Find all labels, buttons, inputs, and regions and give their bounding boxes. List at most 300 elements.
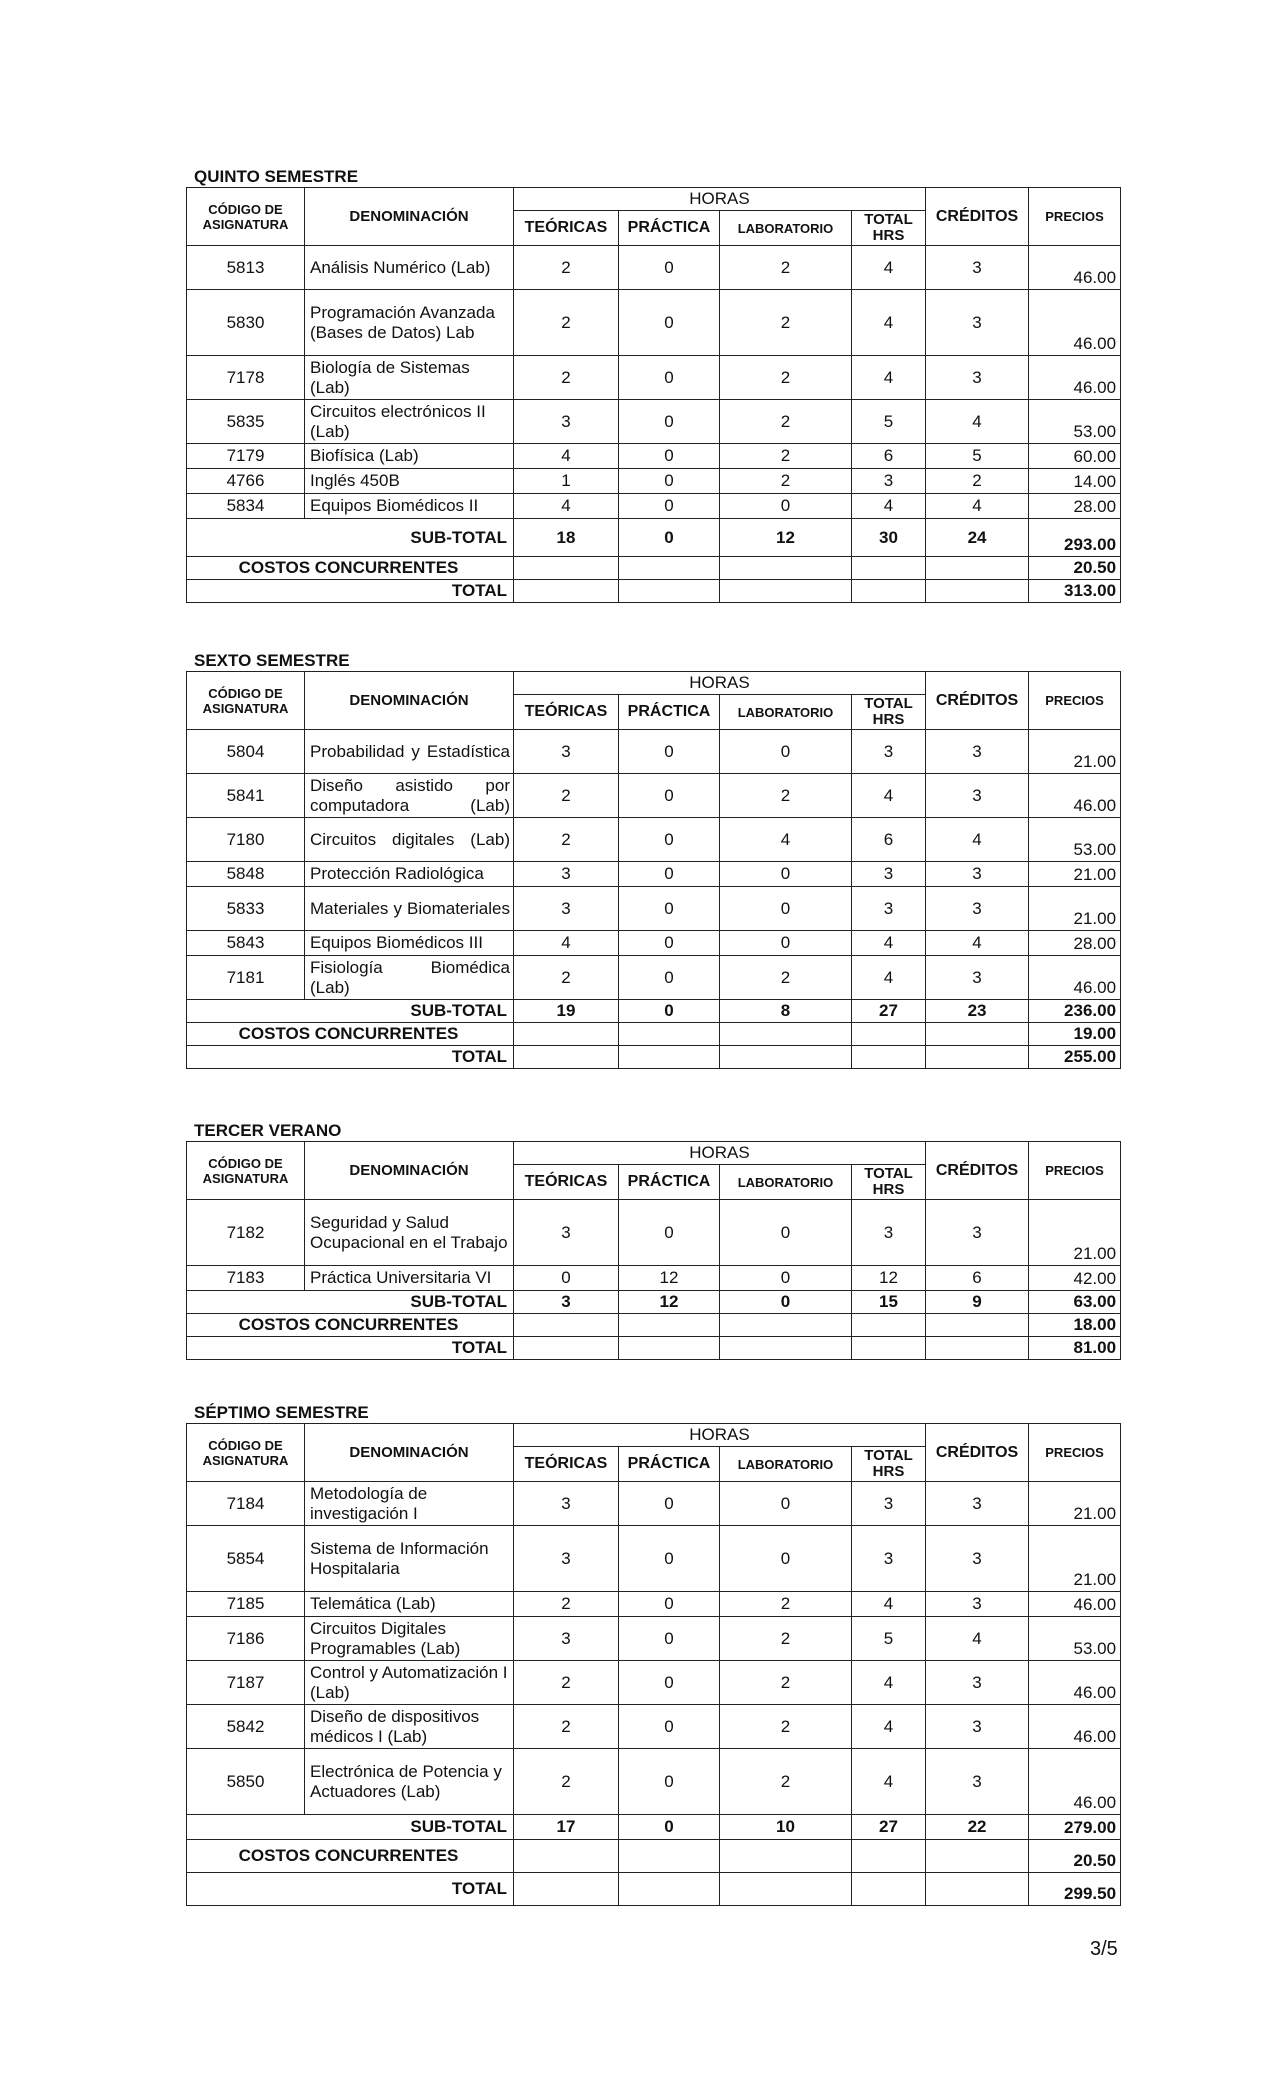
subtotal-row [187,1815,1121,1840]
total-price: 313.00 [1029,580,1121,603]
hours-teoricas: 3 [514,1526,619,1592]
hours-practica: 0 [619,887,720,931]
hours-laboratorio: 0 [720,730,852,774]
subtotal-label: SUB-TOTAL [187,519,514,557]
hours-laboratorio: 0 [720,887,852,931]
hours-teoricas: 2 [514,1661,619,1705]
hours-laboratorio: 0 [720,862,852,887]
credits: 3 [926,887,1029,931]
costos-label: COSTOS CONCURRENTES [187,1840,514,1873]
hours-total: 4 [852,956,926,1000]
table-row [187,818,1121,862]
costos-price: 20.50 [1029,557,1121,580]
course-name: Circuitos digitales (Lab) [305,818,514,862]
header-laboratorio: LABORATORIO [720,695,852,730]
course-name: Equipos Biomédicos III [305,931,514,956]
hours-practica: 0 [619,246,720,290]
hours-laboratorio: 2 [720,1749,852,1815]
subtotal-price: 236.00 [1029,1000,1121,1023]
hours-teoricas: 3 [514,862,619,887]
semester-title: TERCER VERANO [194,1121,342,1140]
course-name: Equipos Biomédicos II [305,494,514,519]
subtotal-total-hrs: 15 [852,1291,926,1314]
table-row [187,774,1121,818]
subtotal-practica: 0 [619,1815,720,1840]
hours-teoricas: 2 [514,246,619,290]
header-horas: HORAS [514,672,926,695]
page-number: 3/5 [1090,1938,1118,1960]
hours-total: 5 [852,400,926,444]
hours-practica: 0 [619,1705,720,1749]
hours-total: 3 [852,469,926,494]
course-name: Análisis Numérico (Lab) [305,246,514,290]
total-price: 255.00 [1029,1046,1121,1069]
credits: 3 [926,956,1029,1000]
price: 46.00 [1029,1749,1121,1815]
header-horas: HORAS [514,188,926,211]
costos-price: 18.00 [1029,1314,1121,1337]
credits: 3 [926,1592,1029,1617]
costos-label: COSTOS CONCURRENTES [187,1023,514,1046]
course-code: 7186 [187,1617,305,1661]
course-name: Protección Radiológica [305,862,514,887]
course-code: 7179 [187,444,305,469]
header-codigo: CÓDIGO DE ASIGNATURA [187,1142,305,1200]
total-row [187,1046,1121,1069]
table-row [187,730,1121,774]
hours-practica: 0 [619,1482,720,1526]
credits: 3 [926,862,1029,887]
credits: 3 [926,1200,1029,1266]
subtotal-laboratorio: 10 [720,1815,852,1840]
hours-teoricas: 2 [514,1592,619,1617]
hours-total: 3 [852,1200,926,1266]
hours-laboratorio: 0 [720,931,852,956]
course-code: 5843 [187,931,305,956]
price: 21.00 [1029,730,1121,774]
subtotal-total-hrs: 27 [852,1815,926,1840]
subtotal-teoricas: 17 [514,1815,619,1840]
costos-row [187,1314,1121,1337]
header-total-hrs: TOTAL HRS [852,211,926,246]
hours-teoricas: 3 [514,730,619,774]
credits: 4 [926,931,1029,956]
course-name: Biología de Sistemas (Lab) [305,356,514,400]
header-precios: PRECIOS [1029,672,1121,730]
hours-laboratorio: 0 [720,1482,852,1526]
credits: 3 [926,730,1029,774]
total-price: 299.50 [1029,1873,1121,1906]
header-creditos: CRÉDITOS [926,188,1029,246]
hours-total: 6 [852,444,926,469]
table-row [187,246,1121,290]
credits: 6 [926,1266,1029,1291]
hours-practica: 0 [619,818,720,862]
header-precios: PRECIOS [1029,1424,1121,1482]
hours-practica: 0 [619,956,720,1000]
price: 21.00 [1029,1526,1121,1592]
subtotal-label: SUB-TOTAL [187,1291,514,1314]
hours-total: 12 [852,1266,926,1291]
credits: 3 [926,290,1029,356]
hours-teoricas: 2 [514,356,619,400]
header-teoricas: TEÓRICAS [514,1165,619,1200]
hours-total: 4 [852,356,926,400]
hours-practica: 0 [619,494,720,519]
price: 42.00 [1029,1266,1121,1291]
hours-practica: 0 [619,1661,720,1705]
table-row [187,469,1121,494]
header-denominacion: DENOMINACIÓN [305,1424,514,1482]
course-code: 5842 [187,1705,305,1749]
course-code: 5830 [187,290,305,356]
course-code: 7183 [187,1266,305,1291]
header-creditos: CRÉDITOS [926,1424,1029,1482]
price: 46.00 [1029,1592,1121,1617]
subtotal-practica: 12 [619,1291,720,1314]
header-creditos: CRÉDITOS [926,1142,1029,1200]
header-laboratorio: LABORATORIO [720,1447,852,1482]
hours-total: 3 [852,887,926,931]
subtotal-label: SUB-TOTAL [187,1000,514,1023]
hours-laboratorio: 2 [720,1705,852,1749]
subtotal-total-hrs: 27 [852,1000,926,1023]
course-name: Diseño asistido por computadora (Lab) [305,774,514,818]
hours-practica: 0 [619,1749,720,1815]
hours-total: 3 [852,730,926,774]
subtotal-practica: 0 [619,519,720,557]
hours-practica: 0 [619,400,720,444]
header-codigo: CÓDIGO DE ASIGNATURA [187,1424,305,1482]
header-precios: PRECIOS [1029,188,1121,246]
price: 14.00 [1029,469,1121,494]
course-name: Control y Automatización I (Lab) [305,1661,514,1705]
costos-price: 19.00 [1029,1023,1121,1046]
hours-practica: 0 [619,862,720,887]
course-code: 7181 [187,956,305,1000]
subtotal-row [187,519,1121,557]
hours-practica: 0 [619,1592,720,1617]
price: 46.00 [1029,774,1121,818]
hours-teoricas: 2 [514,1749,619,1815]
header-total-hrs: TOTAL HRS [852,695,926,730]
costos-row [187,1023,1121,1046]
header-total-hrs: TOTAL HRS [852,1447,926,1482]
subtotal-price: 279.00 [1029,1815,1121,1840]
subtotal-practica: 0 [619,1000,720,1023]
header-teoricas: TEÓRICAS [514,695,619,730]
hours-laboratorio: 0 [720,1200,852,1266]
course-code: 5854 [187,1526,305,1592]
course-name: Programación Avanzada (Bases de Datos) Lab [305,290,514,356]
price: 28.00 [1029,494,1121,519]
header-practica: PRÁCTICA [619,211,720,246]
course-table [186,1141,1121,1360]
table-row [187,1266,1121,1291]
course-table [186,671,1121,1069]
header-horas: HORAS [514,1142,926,1165]
subtotal-label: SUB-TOTAL [187,1815,514,1840]
hours-total: 3 [852,1482,926,1526]
hours-laboratorio: 0 [720,1266,852,1291]
semester-section [186,167,1120,603]
subtotal-teoricas: 19 [514,1000,619,1023]
costos-label: COSTOS CONCURRENTES [187,1314,514,1337]
course-name: Circuitos Digitales Programables (Lab) [305,1617,514,1661]
hours-total: 4 [852,1749,926,1815]
subtotal-row [187,1000,1121,1023]
course-code: 7185 [187,1592,305,1617]
course-name: Probabilidad y Estadística [305,730,514,774]
total-price: 81.00 [1029,1337,1121,1360]
course-name: Seguridad y Salud Ocupacional en el Trabajo [305,1200,514,1266]
semester-title: QUINTO SEMESTRE [194,167,359,186]
hours-total: 3 [852,1526,926,1592]
header-codigo: CÓDIGO DE ASIGNATURA [187,672,305,730]
header-denominacion: DENOMINACIÓN [305,672,514,730]
price: 53.00 [1029,1617,1121,1661]
credits: 3 [926,1705,1029,1749]
hours-laboratorio: 2 [720,1661,852,1705]
hours-teoricas: 2 [514,818,619,862]
table-row [187,444,1121,469]
course-table [186,187,1121,603]
total-label: TOTAL [187,580,514,603]
credits: 2 [926,469,1029,494]
hours-total: 4 [852,931,926,956]
subtotal-credits: 9 [926,1291,1029,1314]
price: 21.00 [1029,862,1121,887]
credits: 4 [926,1617,1029,1661]
hours-teoricas: 2 [514,774,619,818]
hours-laboratorio: 2 [720,290,852,356]
total-row [187,1873,1121,1906]
hours-laboratorio: 2 [720,246,852,290]
course-table [186,1423,1121,1906]
header-teoricas: TEÓRICAS [514,211,619,246]
table-row [187,956,1121,1000]
subtotal-total-hrs: 30 [852,519,926,557]
price: 21.00 [1029,887,1121,931]
hours-laboratorio: 0 [720,1526,852,1592]
price: 21.00 [1029,1482,1121,1526]
credits: 5 [926,444,1029,469]
course-code: 5834 [187,494,305,519]
costos-row [187,557,1121,580]
course-code: 5850 [187,1749,305,1815]
subtotal-teoricas: 3 [514,1291,619,1314]
hours-practica: 12 [619,1266,720,1291]
hours-practica: 0 [619,290,720,356]
course-name: Electrónica de Potencia y Actuadores (Lab) [305,1749,514,1815]
credits: 3 [926,1526,1029,1592]
hours-total: 5 [852,1617,926,1661]
header-teoricas: TEÓRICAS [514,1447,619,1482]
table-row [187,400,1121,444]
header-practica: PRÁCTICA [619,1447,720,1482]
hours-teoricas: 3 [514,887,619,931]
course-code: 7180 [187,818,305,862]
hours-teoricas: 4 [514,931,619,956]
total-label: TOTAL [187,1046,514,1069]
course-name: Materiales y Biomateriales [305,887,514,931]
hours-total: 4 [852,1661,926,1705]
subtotal-laboratorio: 8 [720,1000,852,1023]
course-code: 7182 [187,1200,305,1266]
credits: 3 [926,1482,1029,1526]
table-row [187,887,1121,931]
course-name: Fisiología Biomédica (Lab) [305,956,514,1000]
course-code: 5813 [187,246,305,290]
table-row [187,290,1121,356]
hours-laboratorio: 0 [720,494,852,519]
course-name: Práctica Universitaria VI [305,1266,514,1291]
header-precios: PRECIOS [1029,1142,1121,1200]
hours-laboratorio: 4 [720,818,852,862]
table-row [187,356,1121,400]
header-denominacion: DENOMINACIÓN [305,1142,514,1200]
table-row [187,1592,1121,1617]
header-creditos: CRÉDITOS [926,672,1029,730]
hours-total: 4 [852,1705,926,1749]
total-row [187,1337,1121,1360]
table-row [187,1661,1121,1705]
course-code: 7187 [187,1661,305,1705]
price: 46.00 [1029,246,1121,290]
hours-practica: 0 [619,931,720,956]
hours-teoricas: 3 [514,1482,619,1526]
semester-section [186,651,1120,1069]
subtotal-row [187,1291,1121,1314]
hours-teoricas: 0 [514,1266,619,1291]
price: 53.00 [1029,400,1121,444]
table-row [187,1482,1121,1526]
price: 53.00 [1029,818,1121,862]
course-name: Metodología de investigación I [305,1482,514,1526]
price: 46.00 [1029,1661,1121,1705]
price: 46.00 [1029,956,1121,1000]
semester-title: SÉPTIMO SEMESTRE [194,1403,369,1422]
course-code: 4766 [187,469,305,494]
credits: 3 [926,246,1029,290]
total-label: TOTAL [187,1873,514,1906]
course-name: Biofísica (Lab) [305,444,514,469]
table-row [187,1617,1121,1661]
credits: 3 [926,356,1029,400]
header-practica: PRÁCTICA [619,1165,720,1200]
hours-teoricas: 4 [514,444,619,469]
table-row [187,1200,1121,1266]
subtotal-price: 293.00 [1029,519,1121,557]
course-code: 7184 [187,1482,305,1526]
table-row [187,931,1121,956]
course-name: Inglés 450B [305,469,514,494]
hours-teoricas: 3 [514,400,619,444]
total-label: TOTAL [187,1337,514,1360]
hours-total: 3 [852,862,926,887]
hours-practica: 0 [619,1617,720,1661]
hours-teoricas: 3 [514,1617,619,1661]
costos-label: COSTOS CONCURRENTES [187,557,514,580]
subtotal-credits: 22 [926,1815,1029,1840]
hours-practica: 0 [619,469,720,494]
credits: 4 [926,494,1029,519]
table-row [187,494,1121,519]
price: 46.00 [1029,356,1121,400]
table-row [187,1705,1121,1749]
hours-teoricas: 2 [514,290,619,356]
costos-price: 20.50 [1029,1840,1121,1873]
hours-practica: 0 [619,1526,720,1592]
hours-laboratorio: 2 [720,956,852,1000]
header-total-hrs: TOTAL HRS [852,1165,926,1200]
price: 46.00 [1029,290,1121,356]
hours-teoricas: 1 [514,469,619,494]
price: 21.00 [1029,1200,1121,1266]
credits: 3 [926,1661,1029,1705]
hours-practica: 0 [619,730,720,774]
course-name: Sistema de Información Hospitalaria [305,1526,514,1592]
costos-row [187,1840,1121,1873]
hours-teoricas: 2 [514,956,619,1000]
course-code: 5848 [187,862,305,887]
hours-total: 4 [852,290,926,356]
course-name: Telemática (Lab) [305,1592,514,1617]
hours-teoricas: 3 [514,1200,619,1266]
subtotal-laboratorio: 12 [720,519,852,557]
hours-practica: 0 [619,444,720,469]
semester-section [186,1121,1120,1360]
credits: 4 [926,818,1029,862]
hours-practica: 0 [619,1200,720,1266]
price: 46.00 [1029,1705,1121,1749]
credits: 3 [926,1749,1029,1815]
hours-laboratorio: 2 [720,444,852,469]
course-name: Circuitos electrónicos II (Lab) [305,400,514,444]
hours-total: 4 [852,246,926,290]
subtotal-credits: 23 [926,1000,1029,1023]
header-laboratorio: LABORATORIO [720,211,852,246]
table-row [187,1749,1121,1815]
course-code: 5835 [187,400,305,444]
hours-teoricas: 2 [514,1705,619,1749]
semester-title: SEXTO SEMESTRE [194,651,350,670]
header-denominacion: DENOMINACIÓN [305,188,514,246]
hours-practica: 0 [619,356,720,400]
course-code: 5841 [187,774,305,818]
total-row [187,580,1121,603]
hours-laboratorio: 2 [720,469,852,494]
header-codigo: CÓDIGO DE ASIGNATURA [187,188,305,246]
hours-total: 4 [852,494,926,519]
table-row [187,1526,1121,1592]
hours-total: 4 [852,774,926,818]
subtotal-credits: 24 [926,519,1029,557]
course-name: Diseño de dispositivos médicos I (Lab) [305,1705,514,1749]
hours-laboratorio: 2 [720,1592,852,1617]
header-laboratorio: LABORATORIO [720,1165,852,1200]
subtotal-price: 63.00 [1029,1291,1121,1314]
course-code: 5804 [187,730,305,774]
course-code: 5833 [187,887,305,931]
hours-practica: 0 [619,774,720,818]
credits: 3 [926,774,1029,818]
header-practica: PRÁCTICA [619,695,720,730]
price: 28.00 [1029,931,1121,956]
course-code: 7178 [187,356,305,400]
hours-total: 4 [852,1592,926,1617]
table-row [187,862,1121,887]
